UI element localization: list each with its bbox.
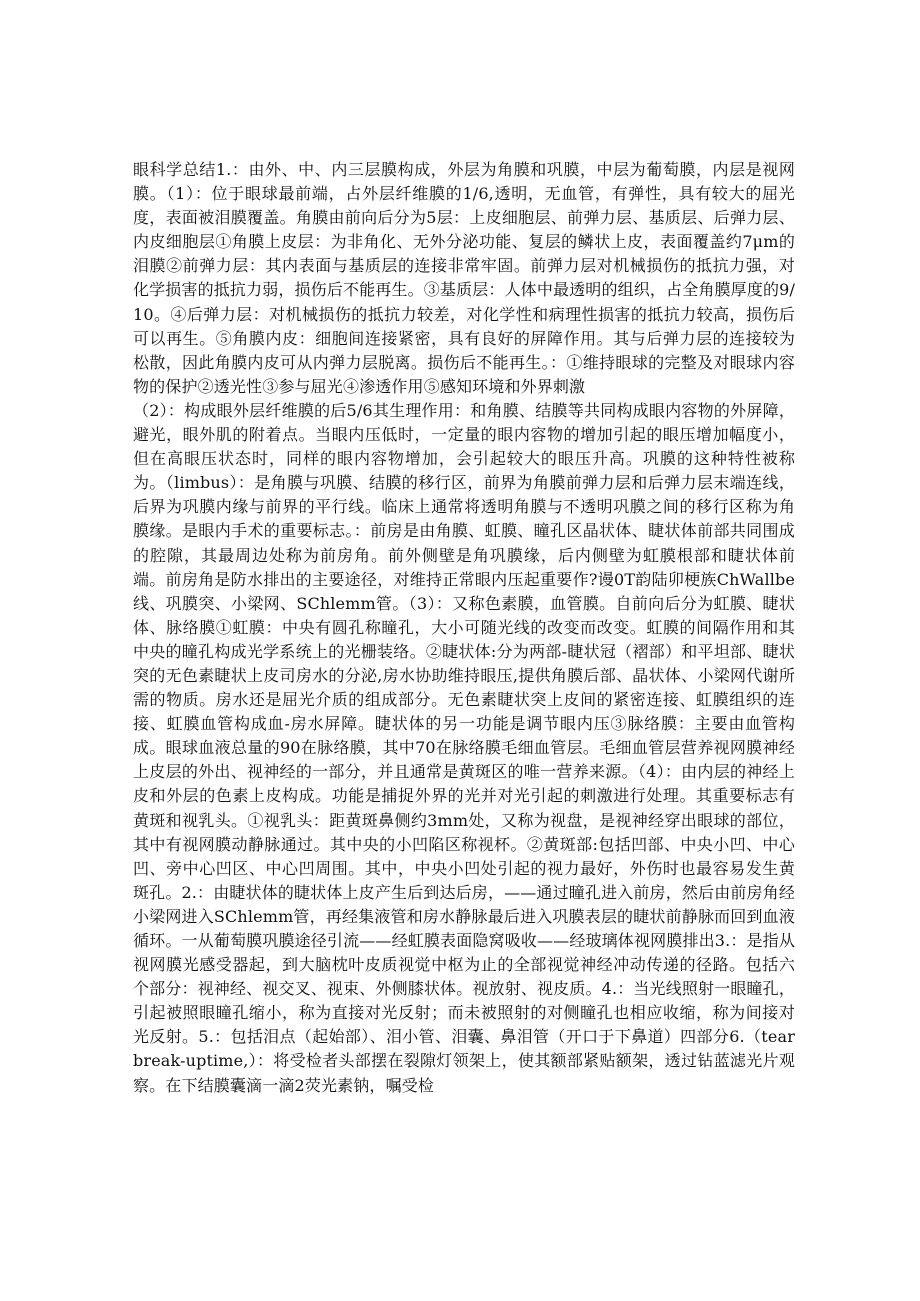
- paragraph-1: 眼科学总结1.：由外、中、内三层膜构成，外层为角膜和巩膜，中层为葡萄膜，内层是视网膜。（1）：位于眼球最前端，占外层纤维膜的1/6,透明，无血管，有弹性，具有较大的屈光度，表面被泪膜覆盖。角膜由前向后分为5层：上皮细胞层、前弹力层、基质层、后弹力层、内皮细胞层①角膜上皮层：为非角化、无外分泌功能、复层的鳞状上皮，表面覆盖约7μm的泪膜②前弹力层：其内表面与基质层的连接非常牢固。前弹力层对机械损伤的抵抗力强，对化学损害的抵抗力弱，损伤后不能再生。③基质层：人体中最透明的组织，占全角膜厚度的9/10。④后弹力层：对机械损伤的抵抗力较差，对化学性和病理性损害的抵抗力较高，损伤后可以再生。⑤角膜内皮：细胞间连接紧密，具有良好的屏障作用。其与后弹力层的连接较为松散，因此角膜内皮可从内弹力层脱离。损伤后不能再生。：①维持眼球的完整及对眼球内容物的保护②透光性③参与屈光④渗透作用⑤感知环境和外界刺激: [133, 160, 795, 396]
- body-text: [133, 158, 795, 1098]
- paragraph-2: （2）：构成眼外层纤维膜的后5/6其生理作用：和角膜、结膜等共同构成眼内容物的外屏障，避光，眼外肌的附着点。当眼内压低时，一定量的眼内容物的增加引起的眼压增加幅度小，但在高眼压状态时，同样的眼内容物增加，会引起较大的眼压升高。巩膜的这种特性被称为。（limbus）：是角膜与巩膜、结膜的移行区，前界为角膜前弹力层和后弹力层末端连线，后界为巩膜内缘与前界的平行线。临床上通常将透明角膜与不透明巩膜之间的移行区称为角膜缘。是眼内手术的重要标志。：前房是由角膜、虹膜、瞳孔区晶状体、睫状体前部共同围成的腔隙，其最周边处称为前房角。前外侧壁是角巩膜缘，后内侧壁为虹膜根部和睫状体前端。前房角是防水排出的主要途径，对维持正常眼内压起重要作?谩0T韵陆卯梗族ChWallbe线、巩膜突、小梁网、SChlemm管。（3）：又称色素膜，血管膜。自前向后分为虹膜、睫状体、脉络膜①虹膜：中央有圆孔称瞳孔，大小可随光线的改变而改变。虹膜的间隔作用和其中央的瞳孔构成光学系统上的光栅装络。②睫状体:分为两部-睫状冠（褶部）和平坦部、睫状突的无色素睫状上皮司房水的分泌,房水协助维持眼压,提供角膜后部、晶状体、小梁网代谢所需的物质。房水还是屈光介质的组成部分。无色素睫状突上皮间的紧密连接、虹膜组织的连接、虹膜血管构成血-房水屏障。睫状体的另一功能是调节眼内压③脉络膜：主要由血管构成。眼球血液总量的90在脉络膜，其中70在脉络膜毛细血管层。毛细血管层营养视网膜神经上皮层的外出、视神经的一部分，并且通常是黄斑区的唯一营养来源。（4）：由内层的神经上皮和外层的色素上皮构成。功能是捕捉外界的光并对光引起的刺激进行处理。其重要标志有黄斑和视乳头。①视乳头：距黄斑鼻侧约3mm处，又称为视盘，是视神经穿出眼球的部位，其中有视网膜动静脉通过。其中央的小凹陷区称视杯。②黄斑部:包括凹部、中央小凹、中心凹、旁中心凹区、中心凹周围。其中，中央小凹处引起的视力最好，外伤时也最容易发生黄斑孔。2.：由睫状体的睫状体上皮产生后到达后房，——通过瞳孔进入前房，然后由前房角经小梁网进入SChlemm管，再经集液管和房水静脉最后进入巩膜表层的睫状前静脉而回到血液循环。一从葡萄膜巩膜途径引流——经虹膜表面隐窝吸收——经玻璃体视网膜排出3.：是指从视网膜光感受器起，到大脑枕叶皮质视觉中枢为止的全部视觉神经冲动传递的径路。包括六个部分：视神经、视交叉、视束、外侧膝状体。视放射、视皮质。4.：当光线照射一眼瞳孔，引起被照眼瞳孔缩小，称为直接对光反射；而未被照射的对侧瞳孔也相应收缩，称为间接对光反射。5.：包括泪点（起始部）、泪小管、泪囊、鼻泪管（开口于下鼻道）四部分6.（tearbreak-uptime,）：将受检者头部摆在裂隙灯领架上，使其额部紧贴额架，透过钻蓝滤光片观察。在下结膜囊滴一滴2荧光素钠，嘱受检: [133, 400, 795, 1095]
